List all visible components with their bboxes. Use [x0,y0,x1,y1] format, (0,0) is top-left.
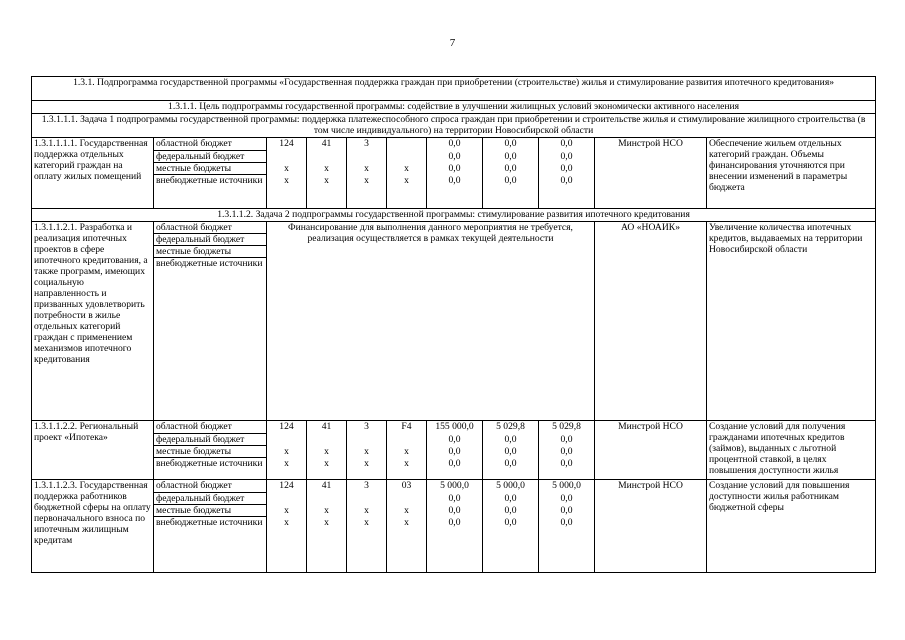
activity-name: 1.3.1.1.2.1. Разработка и реализация ипотечных проектов в сфере ипотечного кредитования, а также программ, имеющих социальную направленность и призванных удовлетворить потребности в жилье отдельных категорий граждан с применением механизмов ипотечного кредитования [32,222,154,421]
budget-value-cell: 5 000,0 [539,480,595,493]
task2-heading-row [32,209,876,222]
budget-value-cell: 124 [267,421,307,434]
budget-label: федеральный бюджет [154,234,267,246]
budget-value-cell: 0,0 [427,175,483,209]
budget-value-cell: x [267,505,307,517]
executor-cell: Минстрой НСО [595,480,707,573]
subprogram-heading: 1.3.1. Подпрограмма государственной программы «Государственная поддержка граждан при приобретении (строительстве) жилья и стимулирование развития ипотечного кредитования» [32,77,876,101]
budget-label: областной бюджет [154,480,267,493]
budget-value-cell: 0,0 [539,493,595,505]
budget-value-cell: 0,0 [539,458,595,480]
budget-value-cell: x [307,446,347,458]
budget-value-cell: 0,0 [427,138,483,151]
result-cell: Создание условий для получения гражданами ипотечных кредитов (займов), выданных с льготной процентной ставкой, в целях повышения доступности жилья [707,421,876,480]
budget-value-cell: x [347,458,387,480]
budget-value-cell: x [387,175,427,209]
budget-value-cell: 0,0 [539,175,595,209]
budget-value-cell: x [267,458,307,480]
budget-value-cell: 0,0 [483,434,539,446]
budget-value-cell: 0,0 [539,151,595,163]
budget-value-cell: x [387,505,427,517]
budget-value-cell: 41 [307,480,347,493]
budget-value-cell [307,493,347,505]
goal-heading-row [32,101,876,114]
budget-value-cell [307,151,347,163]
budget-value-cell: 0,0 [427,493,483,505]
budget-value-cell [387,151,427,163]
budget-value-cell: 3 [347,421,387,434]
financing-note: Финансирование для выполнения данного мероприятия не требуется, реализация осуществляется в рамках текущей деятельности [267,222,595,421]
budget-value-cell: 0,0 [539,138,595,151]
budget-value-cell: 0,0 [539,163,595,175]
goal-heading: 1.3.1.1. Цель подпрограммы государственной программы: содействие в улучшении жилищных условий экономически активного населения [32,101,876,114]
budget-value-cell: x [267,175,307,209]
budget-value-cell: 0,0 [483,458,539,480]
budget-value-cell: x [347,505,387,517]
budget-value-cell: 0,0 [427,458,483,480]
budget-value-cell: x [387,163,427,175]
budget-value-cell [387,493,427,505]
budget-value-cell: 5 029,8 [483,421,539,434]
task2-heading: 1.3.1.1.2. Задача 2 подпрограммы государственной программы: стимулирование развития ипотечного кредитования [32,209,876,222]
budget-label: внебюджетные источники [154,458,267,480]
budget-value-cell: 0,0 [427,163,483,175]
result-cell: Создание условий для повышения доступности жилья работникам бюджетной сферы [707,480,876,573]
budget-label: местные бюджеты [154,246,267,258]
budget-value-cell [347,434,387,446]
budget-value-cell: x [267,446,307,458]
budget-value-cell: x [347,446,387,458]
budget-label: областной бюджет [154,222,267,234]
budget-label: местные бюджеты [154,163,267,175]
budget-label: федеральный бюджет [154,151,267,163]
budget-label: внебюджетные источники [154,175,267,209]
budget-label: областной бюджет [154,421,267,434]
budget-value-cell: 155 000,0 [427,421,483,434]
budget-value-cell: 0,0 [427,151,483,163]
budget-value-cell [307,434,347,446]
budget-value-cell: 5 000,0 [427,480,483,493]
budget-value-cell [267,434,307,446]
budget-value-cell: 0,0 [539,446,595,458]
budget-row [32,480,876,493]
activity-name: 1.3.1.1.2.3. Государственная поддержка работников бюджетной сферы на оплату первоначального взноса по ипотечным жилищным кредитам [32,480,154,573]
budget-label: федеральный бюджет [154,493,267,505]
budget-row [32,421,876,434]
executor-cell: Минстрой НСО [595,421,707,480]
budget-value-cell: x [387,458,427,480]
budget-value-cell [267,493,307,505]
budget-value-cell: x [347,517,387,573]
budget-value-cell: x [307,163,347,175]
budget-value-cell: x [307,175,347,209]
budget-value-cell: x [267,517,307,573]
budget-value-cell: 124 [267,138,307,151]
task1-heading-row [32,114,876,138]
task1-heading: 1.3.1.1.1. Задача 1 подпрограммы государственной программы: поддержка платежеспособного спроса граждан при приобретении и строительстве жилья и стимулирование жилищного строительства (в том числе индивидуального) на территории Новосибирской области [32,114,876,138]
budget-value-cell: 0,0 [483,151,539,163]
budget-value-cell [267,151,307,163]
budget-value-cell: 41 [307,138,347,151]
budget-value-cell: 0,0 [539,505,595,517]
budget-value-cell: x [387,517,427,573]
budget-value-cell: x [387,446,427,458]
budget-row [32,138,876,151]
budget-value-cell: 3 [347,138,387,151]
budget-label: федеральный бюджет [154,434,267,446]
budget-value-cell: 0,0 [483,175,539,209]
budget-value-cell [347,151,387,163]
budget-label: внебюджетные источники [154,517,267,573]
result-cell: Увеличение количества ипотечных кредитов, выдаваемых на территории Новосибирской области [707,222,876,421]
budget-label: областной бюджет [154,138,267,151]
budget-value-cell: 0,0 [539,434,595,446]
budget-value-cell: 0,0 [539,517,595,573]
program-table [31,76,876,573]
budget-value-cell [387,434,427,446]
budget-value-cell: 5 000,0 [483,480,539,493]
budget-value-cell: 03 [387,480,427,493]
budget-value-cell: 0,0 [483,446,539,458]
budget-value-cell [387,138,427,151]
budget-value-cell: x [307,505,347,517]
budget-value-cell: 0,0 [427,434,483,446]
activity-name: 1.3.1.1.1.1. Государственная поддержка отдельных категорий граждан на оплату жилых помещений [32,138,154,209]
budget-value-cell: 0,0 [427,446,483,458]
table-body [32,77,876,573]
budget-value-cell: 0,0 [483,163,539,175]
budget-value-cell: 5 029,8 [539,421,595,434]
budget-value-cell: x [347,163,387,175]
budget-value-cell: x [267,163,307,175]
budget-value-cell: F4 [387,421,427,434]
budget-label: внебюджетные источники [154,258,267,421]
budget-value-cell: x [347,175,387,209]
executor-cell: Минстрой НСО [595,138,707,209]
budget-label: местные бюджеты [154,505,267,517]
budget-value-cell: 0,0 [483,517,539,573]
subprogram-heading-row [32,77,876,101]
budget-value-cell: 0,0 [483,505,539,517]
budget-value-cell: 3 [347,480,387,493]
budget-label: местные бюджеты [154,446,267,458]
activity-name: 1.3.1.1.2.2. Региональный проект «Ипотека» [32,421,154,480]
budget-value-cell: 0,0 [427,517,483,573]
result-cell: Обеспечение жильем отдельных категорий граждан. Объемы финансирования уточняются при внесении изменений в параметры бюджета [707,138,876,209]
budget-value-cell: x [307,517,347,573]
budget-value-cell: 0,0 [483,493,539,505]
budget-value-cell [347,493,387,505]
budget-value-cell: x [307,458,347,480]
budget-value-cell: 41 [307,421,347,434]
budget-value-cell: 0,0 [427,505,483,517]
budget-row [32,222,876,234]
page-number: 7 [449,37,456,49]
budget-value-cell: 124 [267,480,307,493]
executor-cell: АО «НОАИК» [595,222,707,421]
budget-value-cell: 0,0 [483,138,539,151]
